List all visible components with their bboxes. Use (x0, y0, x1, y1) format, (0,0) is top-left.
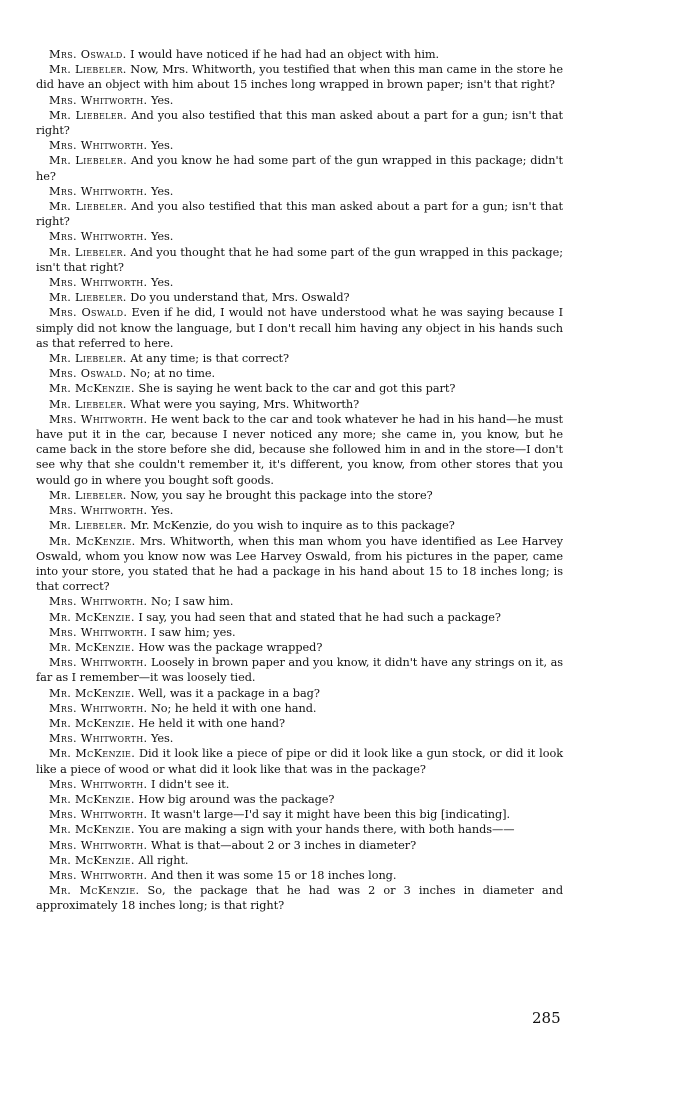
utterance-text: You are making a sign with your hands there, with both hands—— (138, 823, 515, 837)
testimony-paragraph (36, 62, 563, 92)
utterance-text: So, the package that he had was 2 or 3 inches in diameter and approximately 18 inches long; is that right? (36, 884, 564, 913)
utterance-text: He went back to the car and took whatever he had in his hand—he must have put it in the car, because I never noticed any more; she came in, you know, but he came back in the store before she did, because she followed him in and in the store—I don't see why that she couldn't remember it, it's different, you know, from other stores that you would go in where you bought soft goods. (36, 412, 563, 487)
testimony-paragraph (36, 138, 563, 153)
utterance-text: She is saying he went back to the car and got this part? (138, 382, 456, 396)
utterance-text: Loosely in brown paper and you know, it didn't have any strings on it, as far as I remember—it was loosely tied. (36, 656, 564, 685)
speaker-label: Mrs. Whitworth. (49, 625, 148, 639)
utterance-text: Yes. (150, 184, 174, 198)
speaker-label: Mr. McKenzie. (49, 686, 135, 700)
speaker-label: Mr. Liebeler. (49, 245, 127, 259)
speaker-label: Mrs. Whitworth. (49, 732, 148, 746)
speaker-label: Mr. McKenzie. (49, 853, 135, 867)
testimony-paragraph (36, 777, 563, 792)
testimony-paragraph (36, 351, 563, 366)
speaker-label: Mrs. Whitworth. (49, 656, 148, 670)
speaker-label: Mr. McKenzie. (49, 610, 135, 624)
utterance-text: I would have noticed if he had had an object with him. (130, 48, 440, 61)
utterance-text: I say, you had seen that and stated that he had such a package? (138, 610, 501, 624)
utterance-text: Now, you say he brought this package into the store? (130, 488, 433, 502)
testimony-paragraph (36, 412, 563, 488)
utterance-text: Mrs. Whitworth, when this man whom you have identified as Lee Harvey Oswald, whom you know now was Lee Harvey Oswald, from his pictures in the paper, came into your store, you stated that he had a package in his hand about 15 to 18 inches long; is that correct? (36, 534, 564, 594)
utterance-text: How was the package wrapped? (138, 640, 323, 654)
speaker-label: Mr. Liebeler. (49, 63, 127, 77)
utterance-text: Yes. (150, 230, 174, 244)
testimony-paragraph (36, 199, 563, 229)
speaker-label: Mr. McKenzie. (49, 823, 135, 837)
testimony-paragraph (36, 534, 563, 595)
speaker-label: Mrs. Oswald. (49, 367, 127, 381)
utterance-text: Yes. (150, 139, 174, 153)
utterance-text: And you thought that he had some part of the gun wrapped in this package; isn't that right? (36, 245, 563, 274)
page-number: 285 (532, 1009, 561, 1027)
speaker-label: Mrs. Whitworth. (49, 777, 148, 791)
speaker-label: Mrs. Whitworth. (49, 276, 148, 290)
utterance-text: No; he held it with one hand. (150, 701, 317, 715)
utterance-text: Do you understand that, Mrs. Oswald? (130, 291, 350, 305)
testimony-paragraph (36, 488, 563, 503)
speaker-label: Mr. Liebeler. (49, 108, 128, 122)
testimony-paragraph (36, 108, 563, 138)
utterance-text: He held it with one hand? (138, 716, 285, 730)
testimony-paragraph (36, 625, 563, 640)
speaker-label: Mr. Liebeler. (49, 519, 127, 533)
testimony-paragraph (36, 366, 563, 381)
speaker-label: Mr. McKenzie. (49, 716, 135, 730)
speaker-label: Mr. Liebeler. (49, 200, 128, 214)
speaker-label: Mrs. Whitworth. (49, 412, 148, 426)
utterance-text: Yes. (150, 504, 174, 518)
speaker-label: Mrs. Whitworth. (49, 868, 148, 882)
utterance-text: What is that—about 2 or 3 inches in diameter? (150, 838, 417, 852)
utterance-text: Now, Mrs. Whitworth, you testified that when this man came in the store he did have an object with him about 15 inches long wrapped in brown paper; isn't that right? (36, 63, 564, 92)
speaker-label: Mr. Liebeler. (49, 352, 127, 366)
speaker-label: Mrs. Whitworth. (49, 230, 148, 244)
testimony-body (36, 47, 563, 914)
testimony-paragraph (36, 290, 563, 305)
speaker-label: Mr. McKenzie. (49, 884, 140, 898)
testimony-paragraph (36, 883, 563, 913)
testimony-paragraph (36, 655, 563, 685)
utterance-text: Yes. (150, 276, 174, 290)
speaker-label: Mr. McKenzie. (49, 382, 135, 396)
testimony-paragraph (36, 245, 563, 275)
testimony-paragraph (36, 853, 563, 868)
testimony-paragraph (36, 746, 563, 776)
speaker-label: Mrs. Whitworth. (49, 93, 148, 107)
speaker-label: Mr. McKenzie. (49, 792, 135, 806)
utterance-text: How big around was the package? (138, 792, 335, 806)
speaker-label: Mr. Liebeler. (49, 154, 127, 168)
speaker-label: Mrs. Oswald. (49, 306, 128, 320)
utterance-text: And you also testified that this man asked about a part for a gun; isn't that right? (36, 108, 563, 138)
testimony-paragraph (36, 838, 563, 853)
speaker-label: Mr. McKenzie. (49, 747, 136, 761)
utterance-text: And you know he had some part of the gun wrapped in this package; didn't he? (36, 154, 563, 183)
speaker-label: Mr. McKenzie. (49, 640, 135, 654)
utterance-text: What were you saying, Mrs. Whitworth? (130, 397, 360, 411)
testimony-paragraph (36, 184, 563, 199)
testimony-paragraph (36, 868, 563, 883)
testimony-paragraph (36, 47, 563, 62)
testimony-paragraph (36, 275, 563, 290)
speaker-label: Mrs. Whitworth. (49, 139, 148, 153)
utterance-text: It wasn't large—I'd say it might have been this big [indicating]. (150, 808, 511, 822)
testimony-paragraph (36, 731, 563, 746)
utterance-text: Yes. (150, 93, 174, 107)
utterance-text: At any time; is that correct? (130, 352, 290, 366)
speaker-label: Mr. Liebeler. (49, 488, 127, 502)
speaker-label: Mrs. Whitworth. (49, 838, 148, 852)
testimony-paragraph (36, 716, 563, 731)
testimony-paragraph (36, 822, 563, 837)
testimony-paragraph (36, 93, 563, 108)
utterance-text: I saw him; yes. (150, 625, 236, 639)
speaker-label: Mr. Liebeler. (49, 397, 127, 411)
speaker-label: Mrs. Whitworth. (49, 504, 148, 518)
speaker-label: Mrs. Whitworth. (49, 701, 148, 715)
testimony-paragraph (36, 594, 563, 609)
utterance-text: No; at no time. (130, 367, 216, 381)
testimony-paragraph (36, 640, 563, 655)
speaker-label: Mr. McKenzie. (49, 534, 136, 548)
utterance-text: Yes. (150, 732, 174, 746)
utterance-text: And you also testified that this man asked about a part for a gun; isn't that right? (36, 200, 563, 229)
utterance-text: Even if he did, I would not have understood what he was saying because I simply did not know the language, but I don't recall him having any object in his hands such as that referred to here. (36, 306, 564, 350)
speaker-label: Mrs. Whitworth. (49, 184, 148, 198)
speaker-label: Mrs. Oswald. (49, 48, 127, 61)
utterance-text: And then it was some 15 or 18 inches long. (150, 868, 397, 882)
utterance-text: Well, was it a package in a bag? (138, 686, 320, 700)
testimony-paragraph (36, 381, 563, 396)
testimony-paragraph (36, 610, 563, 625)
testimony-paragraph (36, 686, 563, 701)
testimony-paragraph (36, 807, 563, 822)
testimony-paragraph (36, 701, 563, 716)
speaker-label: Mrs. Whitworth. (49, 595, 148, 609)
testimony-paragraph (36, 792, 563, 807)
utterance-text: No; I saw him. (150, 595, 234, 609)
testimony-paragraph (36, 503, 563, 518)
testimony-paragraph (36, 305, 563, 351)
utterance-text: I didn't see it. (150, 777, 230, 791)
speaker-label: Mrs. Whitworth. (49, 808, 148, 822)
testimony-paragraph (36, 229, 563, 244)
utterance-text: Mr. McKenzie, do you wish to inquire as to this package? (130, 519, 455, 533)
testimony-paragraph (36, 397, 563, 412)
speaker-label: Mr. Liebeler. (49, 291, 127, 305)
testimony-paragraph (36, 153, 563, 183)
testimony-paragraph (36, 518, 563, 533)
utterance-text: All right. (138, 853, 189, 867)
utterance-text: Did it look like a piece of pipe or did it look like a gun stock, or did it look like a piece of wood or what did it look like that was in the package? (36, 747, 563, 776)
